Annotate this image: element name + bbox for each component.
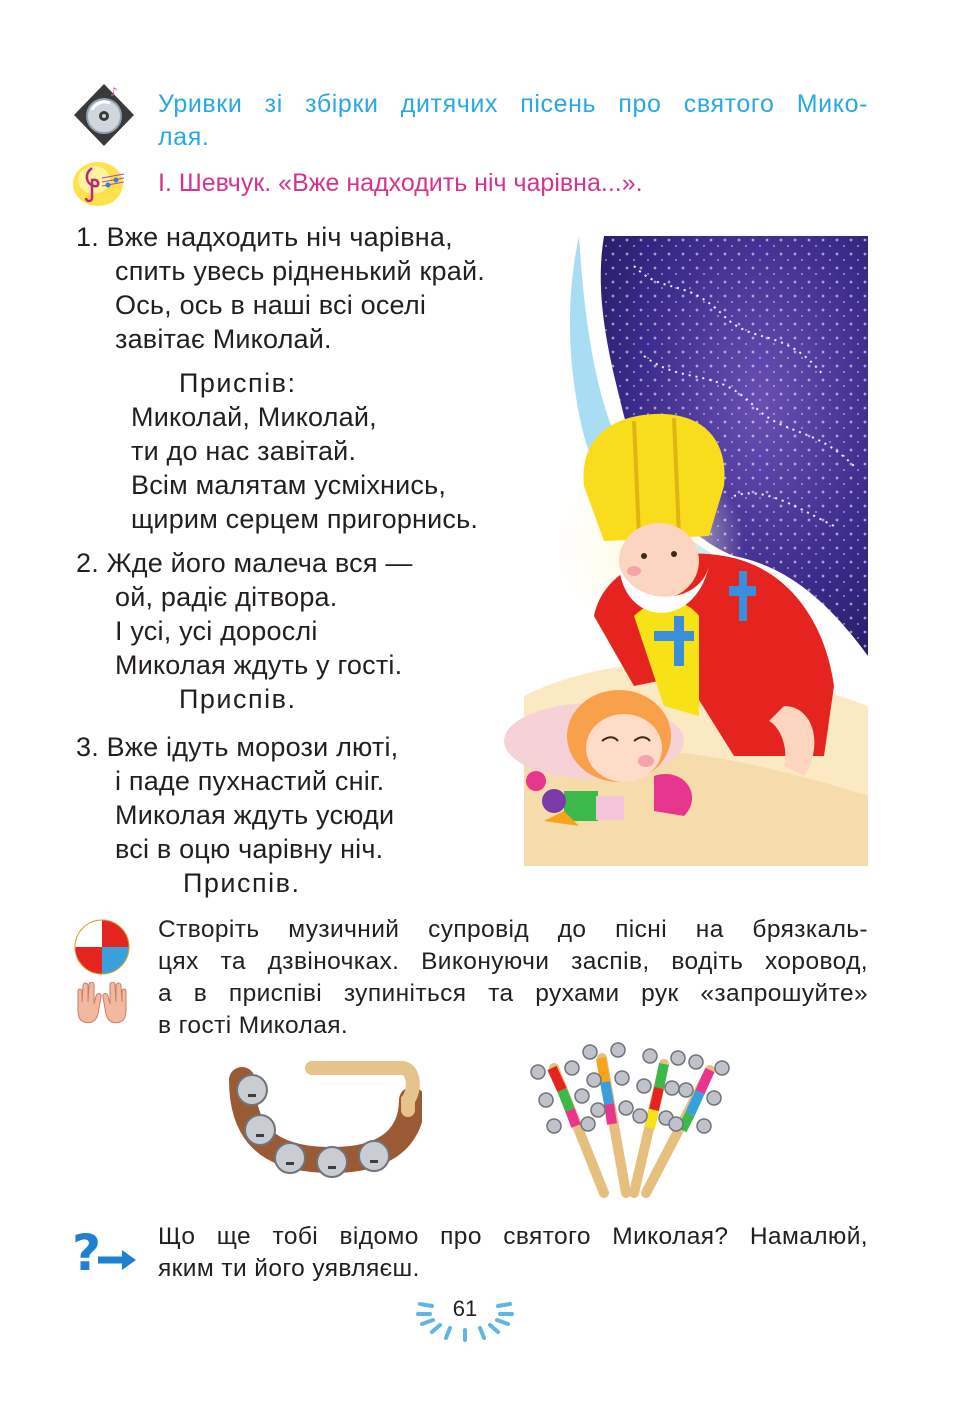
verse-2-refrain: Приспів.: [179, 684, 297, 714]
refrain-line-3: Всім малятам усміхнись,: [131, 470, 447, 500]
verse-3-line-1: 3. Вже ідуть морози люті,: [76, 732, 399, 762]
page-number: 61: [452, 1296, 478, 1321]
refrain-line-1: Миколай, Миколай,: [131, 402, 377, 432]
svg-text:♪: ♪: [110, 85, 118, 99]
task-line-1: Створіть музичний супровід до пісні на брязкаль-: [158, 916, 868, 943]
verse-2: [76, 546, 413, 716]
task-line-2: цях та дзвіночках. Виконуючи заспів, водіть хоровод,: [158, 948, 868, 975]
verse-1-line-1: 1. Вже надходить ніч чарівна,: [76, 222, 453, 252]
task-text: [158, 914, 868, 1042]
jingle-bells-illustration: [222, 1050, 422, 1180]
verse-1: [76, 220, 485, 356]
music-note-icon: [72, 158, 128, 208]
verse-3-refrain: Приспів.: [183, 868, 301, 898]
cd-diamond-icon: [72, 82, 136, 148]
question-line-2: яким ти його уявляєш.: [158, 1255, 420, 1282]
intro-line-2: лая.: [158, 123, 210, 151]
verse-2-line-1: 2. Жде його малеча вся —: [76, 548, 413, 578]
refrain-line-4: щирим серцем пригорнись.: [131, 504, 479, 534]
question-line-1: Що ще тобі відомо про святого Миколая? Намалюй,: [158, 1223, 868, 1250]
task-line-4: в гості Миколая.: [158, 1012, 349, 1039]
refrain: [131, 366, 478, 536]
verse-3-line-4: всі в оцю чарівну ніч.: [115, 834, 384, 864]
verse-3-line-2: і паде пухнастий сніг.: [115, 766, 385, 796]
verse-1-line-4: завітає Миколай.: [115, 324, 332, 354]
task-line-3: а в приспіві зупиніться та рухами рук «запрошуйте»: [158, 980, 868, 1007]
verse-1-line-3: Ось, ось в наші всі оселі: [115, 290, 427, 320]
question-text: [158, 1221, 868, 1285]
question-arrow-icon: [72, 1224, 136, 1276]
bell-sticks-illustration: [514, 1028, 738, 1208]
refrain-heading: Приспів:: [179, 368, 297, 398]
verse-1-line-2: спить увесь рідненький край.: [115, 256, 485, 286]
intro-line-1: Уривки зі збірки дитячих пісень про святого Мико-: [158, 90, 868, 118]
verse-3-line-3: Миколая ждуть усюди: [115, 800, 395, 830]
svg-text:?: ?: [72, 1224, 102, 1276]
verse-3: [76, 730, 398, 900]
refrain-line-2: ти до нас завітай.: [131, 436, 357, 466]
hands-icon: [72, 982, 132, 1026]
ball-icon: [72, 918, 132, 976]
saint-nicholas-illustration: [484, 236, 868, 866]
song-title: І. Шевчук. «Вже надходить ніч чарівна...».: [158, 169, 643, 197]
verse-2-line-3: І усі, усі дорослі: [115, 616, 318, 646]
verse-2-line-2: ой, радіє дітвора.: [115, 582, 338, 612]
verse-2-line-4: Миколая ждуть у гості.: [115, 650, 403, 680]
